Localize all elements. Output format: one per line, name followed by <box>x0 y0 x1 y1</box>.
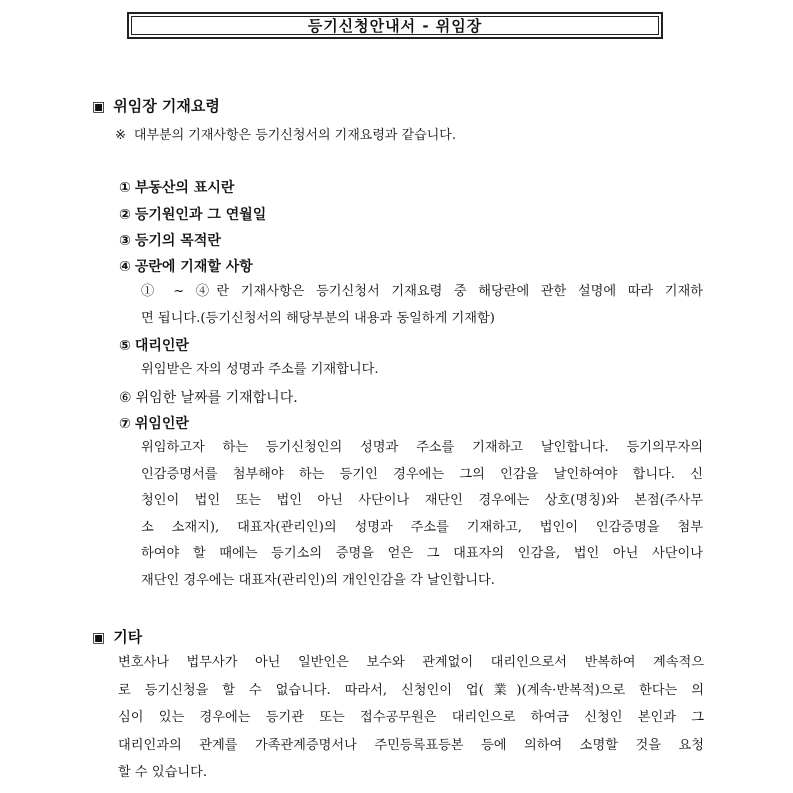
item-4-description <box>141 279 703 332</box>
item-number: ④ <box>119 259 131 275</box>
item-label: 대리인란 <box>134 338 189 354</box>
item-number: ③ <box>119 233 131 249</box>
paragraph-line: 로 등기신청을 할 수 없습니다. 따라서, 신청인이 업(業)(계속·반복적)으로 한다는 의 <box>118 682 704 698</box>
item-6 <box>119 387 298 407</box>
item-number: ⑥ <box>119 390 132 406</box>
item-7 <box>119 413 189 433</box>
item-number: ① <box>119 180 131 196</box>
paragraph-line: 변호사나 법무사가 아닌 일반인은 보수와 관계없이 대리인으로서 반복하여 계속적으 <box>118 655 704 670</box>
section-heading-other <box>92 626 142 647</box>
paragraph-line: 인감증명서를 첨부해야 하는 등기인 경우에는 그의 인감을 날인하여야 합니다. 신 <box>141 466 703 482</box>
paragraph-line: 위임받은 자의 성명과 주소를 기재합니다. <box>141 362 379 377</box>
paragraph-line: 대리인과의 관계를 가족관계증명서나 주민등록표등본 등에 의하여 소명할 것을 요청 <box>118 737 704 753</box>
item-number: ⑤ <box>119 338 131 354</box>
item-5-description <box>141 357 703 384</box>
item-number: ② <box>119 207 131 223</box>
item-label: 위임인란 <box>134 416 189 432</box>
paragraph-line: 면 됩니다.(등기신청서의 해당부분의 내용과 동일하게 기재함) <box>141 310 495 326</box>
item-label: 위임한 날짜를 기재합니다. <box>135 390 298 406</box>
item-4 <box>119 256 253 276</box>
paragraph-line: 할 수 있습니다. <box>118 765 208 780</box>
note <box>115 124 456 143</box>
item-3 <box>119 230 221 250</box>
item-label: 부동산의 표시란 <box>134 180 235 196</box>
section-heading-instructions <box>92 95 220 116</box>
item-label: 등기원인과 그 연월일 <box>134 207 267 223</box>
note-text: 대부분의 기재사항은 등기신청서의 기재요령과 같습니다. <box>133 128 456 143</box>
paragraph-line: 재단인 경우에는 대표자(관리인)의 개인인감을 각 날인합니다. <box>141 572 495 588</box>
square-bullet-icon: ▣ <box>92 630 106 646</box>
item-2 <box>119 204 266 224</box>
item-5 <box>119 335 189 355</box>
paragraph-line: ① ~ ④란 기재사항은 등기신청서 기재요령 중 해당란에 관한 설명에 따라 기재하 <box>141 284 703 299</box>
item-1 <box>119 177 234 197</box>
paragraph-line: 소 소재지), 대표자(관리인)의 성명과 주소를 기재하고, 법인이 인감증명을 첨부 <box>141 519 703 535</box>
paragraph-line: 심이 있는 경우에는 등기관 또는 접수공무원은 대리인으로 하여금 신청인 본인과 그 <box>118 710 704 725</box>
item-label: 등기의 목적란 <box>134 233 221 249</box>
other-description <box>118 649 704 787</box>
paragraph-line: 청인이 법인 또는 법인 아닌 사단이나 재단인 경우에는 상호(명칭)와 본점(주사무 <box>141 493 703 508</box>
item-7-description <box>141 435 703 594</box>
title-box <box>127 12 663 39</box>
paragraph-line: 위임하고자 하는 등기신청인의 성명과 주소를 기재하고 날인합니다. 등기의무자의 <box>141 440 703 455</box>
square-bullet-icon: ▣ <box>92 99 106 115</box>
paragraph-line: 하여야 할 때에는 등기소의 증명을 얻은 그 대표자의 인감을, 법인 아닌 사단이나 <box>141 546 703 561</box>
section-heading-text: 기타 <box>113 628 143 646</box>
item-number: ⑦ <box>119 416 131 432</box>
section-heading-text: 위임장 기재요령 <box>113 97 220 115</box>
item-label: 공란에 기재할 사항 <box>134 259 253 275</box>
page-title: 등기신청안내서 - 위임장 <box>307 17 483 35</box>
reference-mark-icon: ※ <box>115 128 126 143</box>
